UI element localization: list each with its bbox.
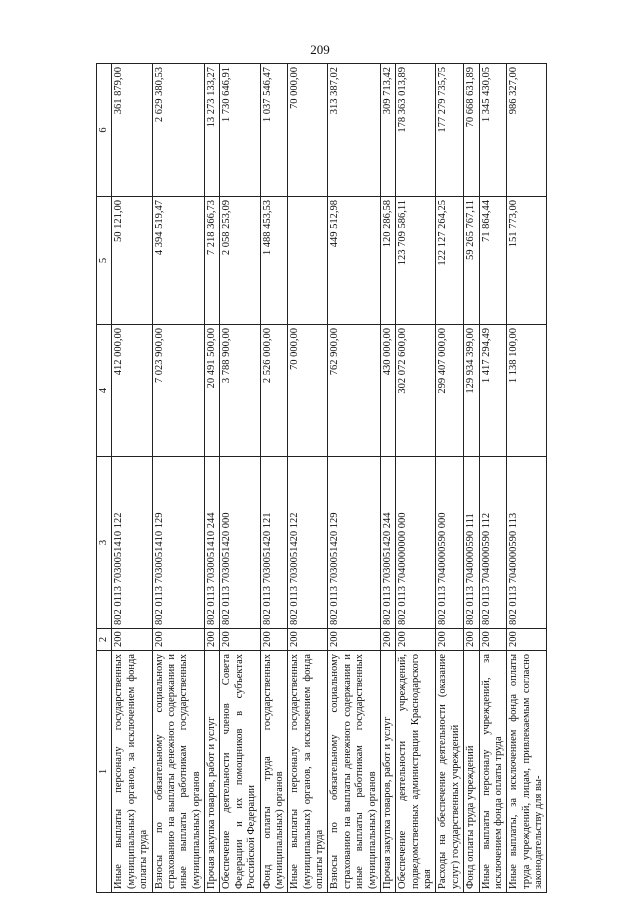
row-value-col5: 122 127 264,25 [436, 197, 464, 325]
row-code: 200 [220, 629, 260, 651]
row-classification-code: 802 0113 7030051420 000 [220, 457, 260, 629]
row-value-col6: 313 387,02 [328, 64, 381, 197]
row-value-col6: 13 273 133,27 [205, 64, 220, 197]
row-description: Иные выплаты персоналу учреждений, за исключением фонда оплаты труда [479, 651, 507, 893]
row-value-col5: 71 864,44 [479, 197, 507, 325]
row-value-col4: 3 788 900,00 [220, 325, 260, 457]
row-value-col5: 120 286,58 [380, 197, 395, 325]
row-value-col4: 7 023 900,00 [152, 325, 205, 457]
header-row [97, 64, 112, 893]
column-header: 2 [97, 629, 112, 651]
row-code: 200 [328, 629, 381, 651]
table-row [464, 64, 479, 893]
row-classification-code: 802 0113 7030051420 244 [380, 457, 395, 629]
row-value-col6: 1 345 430,05 [479, 64, 507, 197]
row-value-col4: 70 000,00 [288, 325, 328, 457]
row-value-col6: 986 327,00 [507, 64, 547, 197]
row-value-col5: 7 218 366,73 [205, 197, 220, 325]
row-code: 200 [507, 629, 547, 651]
column-header: 1 [97, 651, 112, 893]
row-description: Иные выплаты, за исключением фонда оплаты труда учреждений, лицам, привлекаемым согласно законодательству для вы- [507, 651, 547, 893]
row-value-col4: 302 072 600,00 [396, 325, 436, 457]
row-value-col5: 151 773,00 [507, 197, 547, 325]
table-row [260, 64, 288, 893]
row-description: Прочая закупка товаров, работ и услуг [380, 651, 395, 893]
column-header: 4 [97, 325, 112, 457]
row-code: 200 [112, 629, 152, 651]
row-code: 200 [380, 629, 395, 651]
row-value-col6: 1 037 546,47 [260, 64, 288, 197]
table-row [436, 64, 464, 893]
row-value-col5 [288, 197, 328, 325]
row-description: Фонд оплаты труда государственных (муниципальных) органов [260, 651, 288, 893]
table-row [328, 64, 381, 893]
table-row [152, 64, 205, 893]
page-number: 209 [310, 42, 330, 57]
row-value-col6: 178 363 013,89 [396, 64, 436, 197]
row-value-col6: 70 000,00 [288, 64, 328, 197]
table-row [112, 64, 152, 893]
row-code: 200 [396, 629, 436, 651]
row-classification-code: 802 0113 7030051420 122 [288, 457, 328, 629]
row-code: 200 [260, 629, 288, 651]
column-header: 6 [97, 64, 112, 197]
row-classification-code: 802 0113 7030051410 244 [205, 457, 220, 629]
row-description: Расходы на обеспечение деятельности (оказание услуг) государственных учреждений [436, 651, 464, 893]
column-header: 5 [97, 197, 112, 325]
row-classification-code: 802 0113 7040000590 112 [479, 457, 507, 629]
table-row [507, 64, 547, 893]
row-code: 200 [479, 629, 507, 651]
row-value-col6: 1 730 646,91 [220, 64, 260, 197]
row-classification-code: 802 0113 7030051420 121 [260, 457, 288, 629]
row-description: Обеспечение деятельности членов Совета Федерации и их помощников в субъектах Российской Федерации [220, 651, 260, 893]
row-value-col6: 309 713,42 [380, 64, 395, 197]
row-value-col5: 4 394 519,47 [152, 197, 205, 325]
table-row [288, 64, 328, 893]
row-value-col6: 361 879,00 [112, 64, 152, 197]
row-value-col5: 59 265 767,11 [464, 197, 479, 325]
row-value-col4: 2 526 000,00 [260, 325, 288, 457]
row-classification-code: 802 0113 7030051410 129 [152, 457, 205, 629]
row-value-col6: 2 629 380,53 [152, 64, 205, 197]
row-value-col4: 412 000,00 [112, 325, 152, 457]
row-description: Взносы по обязательному социальному страхованию на выплаты денежного содержания и иные выплаты работникам государственных (муниципальных) органов [152, 651, 205, 893]
table-row [205, 64, 220, 893]
row-description: Иные выплаты персоналу государственных (муниципальных) органов, за исключением фонда оплаты труда [288, 651, 328, 893]
row-classification-code: 802 0113 7040000590 111 [464, 457, 479, 629]
row-value-col5: 50 121,00 [112, 197, 152, 325]
row-classification-code: 802 0113 7030051420 129 [328, 457, 381, 629]
table-row [380, 64, 395, 893]
column-header: 3 [97, 457, 112, 629]
row-value-col5: 2 058 253,09 [220, 197, 260, 325]
row-classification-code: 802 0113 7040000590 000 [436, 457, 464, 629]
row-description: Взносы по обязательному социальному страхованию на выплаты денежного содержания и иные выплаты работникам государственных (муниципальных) органов [328, 651, 381, 893]
table-row [479, 64, 507, 893]
row-code: 200 [288, 629, 328, 651]
row-code: 200 [464, 629, 479, 651]
row-description: Иные выплаты персоналу государственных (муниципальных) органов, за исключением фонда оплаты труда [112, 651, 152, 893]
rotated-table-container [96, 64, 616, 893]
row-description: Обеспечение деятельности учреждений, подведомственных администрации Краснодарского края [396, 651, 436, 893]
row-code: 200 [152, 629, 205, 651]
row-classification-code: 802 0113 7030051410 122 [112, 457, 152, 629]
row-description: Прочая закупка товаров, работ и услуг [205, 651, 220, 893]
row-description: Фонд оплаты труда учреждений [464, 651, 479, 893]
row-value-col4: 20 491 500,00 [205, 325, 220, 457]
budget-table [96, 63, 547, 893]
table-row [220, 64, 260, 893]
row-value-col4: 129 934 399,00 [464, 325, 479, 457]
table-row [396, 64, 436, 893]
row-value-col4: 762 900,00 [328, 325, 381, 457]
row-classification-code: 802 0113 7040000590 113 [507, 457, 547, 629]
row-value-col4: 1 138 100,00 [507, 325, 547, 457]
row-value-col6: 70 668 631,89 [464, 64, 479, 197]
row-code: 200 [205, 629, 220, 651]
row-value-col4: 299 407 000,00 [436, 325, 464, 457]
row-classification-code: 802 0113 7040000000 000 [396, 457, 436, 629]
row-value-col6: 177 279 735,75 [436, 64, 464, 197]
row-code: 200 [436, 629, 464, 651]
row-value-col5: 1 488 453,53 [260, 197, 288, 325]
row-value-col4: 1 417 294,49 [479, 325, 507, 457]
row-value-col5: 449 512,98 [328, 197, 381, 325]
row-value-col4: 430 000,00 [380, 325, 395, 457]
row-value-col5: 123 709 586,11 [396, 197, 436, 325]
